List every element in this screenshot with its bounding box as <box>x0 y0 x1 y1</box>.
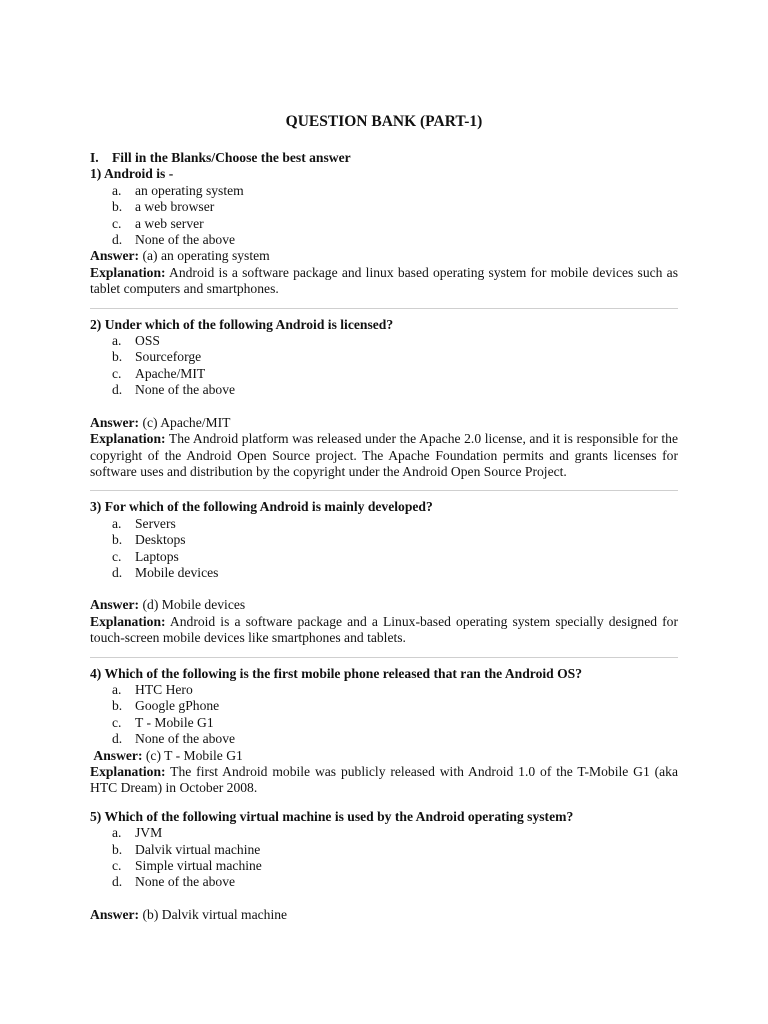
options-list <box>90 183 678 249</box>
document-content <box>90 113 678 923</box>
answer: Answer: (b) Dalvik virtual machine <box>90 906 288 922</box>
question-1 <box>90 166 678 297</box>
option-a: a. OSS <box>112 333 160 349</box>
option-d: d. None of the above <box>112 382 236 398</box>
options-list <box>90 333 678 399</box>
options-list <box>90 516 678 582</box>
separator <box>90 490 678 491</box>
separator <box>90 308 678 309</box>
option-c: c. a web server <box>112 215 204 231</box>
question-text: 2) Under which of the following Android is licensed? <box>90 316 394 332</box>
option-a: a. an operating system <box>112 182 244 198</box>
explanation: Explanation: Android is a software package and a Linux-based operating system specially designed for touch-screen mobile devices like smartphones and tablets. <box>90 613 678 646</box>
option-d: d. None of the above <box>112 232 236 248</box>
section-number: I. <box>90 150 99 165</box>
option-d: d. Mobile devices <box>112 564 219 580</box>
question-text: 3) For which of the following Android is mainly developed? <box>90 499 433 515</box>
option-a: a. JVM <box>112 825 163 841</box>
option-c: c. Simple virtual machine <box>112 858 262 874</box>
options-list <box>90 682 678 748</box>
option-d: d. None of the above <box>112 874 236 890</box>
option-c: c. Apache/MIT <box>112 365 206 381</box>
option-b: b. Google gPhone <box>112 698 220 714</box>
option-a: a. Servers <box>112 515 176 531</box>
page-title: QUESTION BANK (PART-1) <box>285 113 483 130</box>
section-heading <box>90 150 678 166</box>
option-b: b. Sourceforge <box>112 349 202 365</box>
option-b: b. Dalvik virtual machine <box>112 841 261 857</box>
separator <box>90 657 678 658</box>
question-5 <box>90 809 678 923</box>
question-3 <box>90 499 678 646</box>
option-a: a. HTC Hero <box>112 681 193 697</box>
question-text: 1) Android is - <box>90 166 174 182</box>
option-d: d. None of the above <box>112 731 236 747</box>
explanation: Explanation: The Android platform was released under the Apache 2.0 license, and it is responsible for the copyright of the Android Open Source project. The Apache Foundation permits and grants licenses for software uses and distribution by the copyright under the Android Open Source Project. <box>90 431 679 479</box>
question-text: 5) Which of the following virtual machine is used by the Android operating system? <box>90 808 574 824</box>
question-text: 4) Which of the following is the first mobile phone released that ran the Android OS? <box>90 665 583 681</box>
answer: Answer: (c) Apache/MIT <box>90 414 231 430</box>
option-c: c. T - Mobile G1 <box>112 714 214 730</box>
explanation: Explanation: Android is a software package and linux based operating system for mobile devices such as tablet computers and smartphones. <box>90 264 678 297</box>
option-b: b. Desktops <box>112 532 186 548</box>
options-list <box>90 825 678 891</box>
answer: Answer: (c) T - Mobile G1 <box>93 747 243 763</box>
answer: Answer: (a) an operating system <box>90 248 270 264</box>
option-b: b. a web browser <box>112 199 215 215</box>
answer: Answer: (d) Mobile devices <box>90 597 246 613</box>
question-4 <box>90 666 678 797</box>
section-title: Fill in the Blanks/Choose the best answer <box>112 150 351 165</box>
question-2 <box>90 317 678 481</box>
option-c: c. Laptops <box>112 548 179 564</box>
explanation: Explanation: The first Android mobile was publicly released with Android 1.0 of the T-Mobile G1 (aka HTC Dream) in October 2008. <box>90 764 678 796</box>
